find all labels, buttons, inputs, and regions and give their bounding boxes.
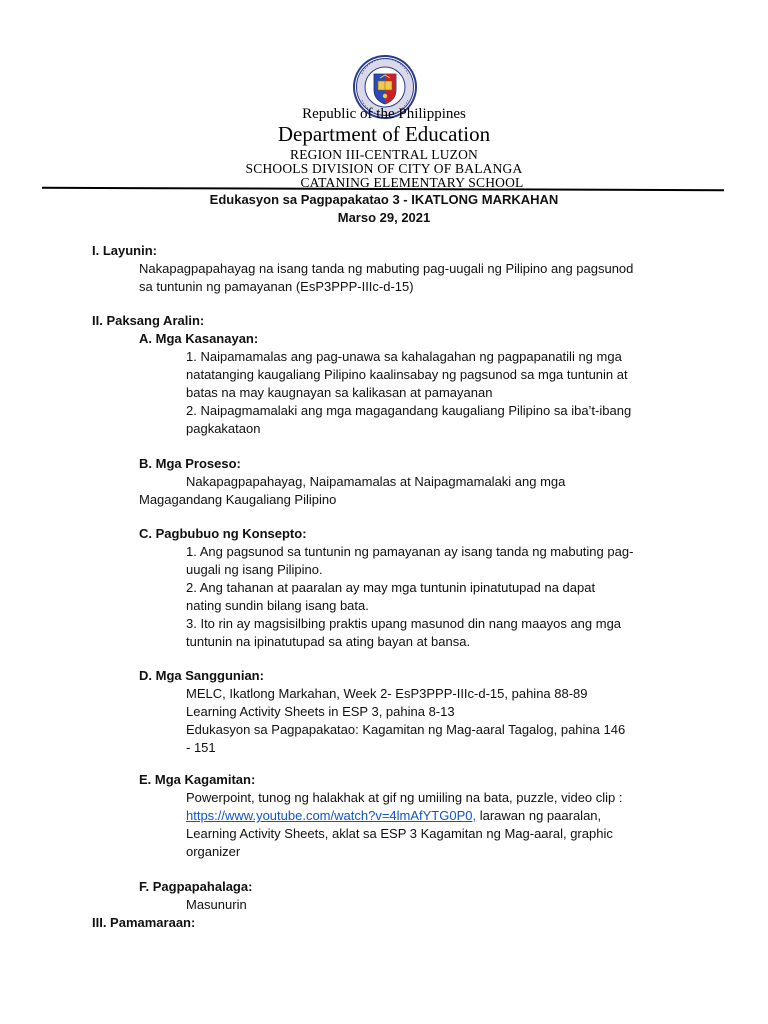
kasanayan-line: batas na may kaugnayan sa kalikasan at pamayanan: [186, 385, 493, 400]
document-title: Edukasyon sa Pagpapakatao 3 - IKATLONG MARKAHAN: [209, 192, 559, 207]
pagpapahalaga-value: Masunurin: [186, 897, 247, 912]
department-title: Department of Education: [277, 122, 491, 146]
document-date: Marso 29, 2021: [337, 210, 431, 225]
kagamitan-line: organizer: [186, 844, 241, 859]
konsepto-line: 2. Ang tahanan at paaralan ay may mga tuntunin ipinatutupad na dapat: [186, 580, 596, 595]
subheading-pagpapahalaga: F. Pagpapahalaga:: [139, 879, 253, 894]
proseso-line: Magagandang Kaugaliang Pilipino: [139, 492, 337, 507]
kagamitan-line: Powerpoint, tunog ng halakhak at gif ng umiiling na bata, puzzle, video clip :: [186, 790, 623, 805]
region-text: REGION III-CENTRAL LUZON: [289, 147, 478, 162]
kagamitan-line: Learning Activity Sheets, aklat sa ESP 3 Kagamitan ng Mag-aaral, graphic: [186, 826, 613, 841]
subheading-kasanayan: A. Mga Kasanayan:: [139, 331, 259, 346]
layunin-line: Nakapagpapahayag na isang tanda ng mabuting pag-uugali ng Pilipino ang pagsunod: [139, 261, 634, 276]
konsepto-line: 3. Ito rin ay magsisilbing praktis upang masunod din nang maayos ang mga: [186, 616, 622, 631]
sanggunian-line: Learning Activity Sheets in ESP 3, pahina 8-13: [186, 704, 455, 719]
layunin-line: sa tuntunin ng pamayanan (EsP3PPP-IIIc-d-15): [139, 279, 414, 294]
konsepto-line: nating sundin bilang isang bata.: [186, 598, 369, 613]
division-text: SCHOOLS DIVISION OF CITY OF BALANGA: [245, 161, 523, 176]
subheading-proseso: B. Mga Proseso:: [139, 456, 241, 471]
sanggunian-line: Edukasyon sa Pagpapakatao: Kagamitan ng Mag-aaral Tagalog, pahina 146: [186, 722, 626, 737]
kasanayan-line: natatanging kaugaliang Pilipino kaalinsabay ng pagsunod sa mga tuntunin at: [186, 367, 628, 382]
kagamitan-link-suffix: larawan ng paaralan,: [476, 808, 602, 823]
section-heading-paksang-aralin: II. Paksang Aralin:: [92, 313, 205, 328]
section-heading-layunin: I. Layunin:: [92, 243, 157, 258]
sanggunian-line: MELC, Ikatlong Markahan, Week 2- EsP3PPP-IIIc-d-15, pahina 88-89: [186, 686, 588, 701]
kasanayan-line: pagkakataon: [186, 421, 261, 436]
youtube-video-link[interactable]: https://www.youtube.com/watch?v=4lmAfYTG0P0,: [186, 808, 477, 823]
sanggunian-line: - 151: [186, 740, 216, 755]
kagamitan-line-with-link: [186, 807, 601, 825]
subheading-sanggunian: D. Mga Sanggunian:: [139, 668, 264, 683]
kasanayan-line: 1. Naipamamalas ang pag-unawa sa kahalagahan ng pagpapanatili ng mga: [186, 349, 622, 364]
school-name: CATANING ELEMENTARY SCHOOL: [300, 175, 524, 190]
subheading-kagamitan: E. Mga Kagamitan:: [139, 772, 256, 787]
konsepto-line: 1. Ang pagsunod sa tuntunin ng pamayanan ay isang tanda ng mabuting pag-: [186, 544, 634, 559]
konsepto-line: uugali ng isang Pilipino.: [186, 562, 323, 577]
proseso-line: Nakapagpapahayag, Naipamamalas at Naipagmamalaki ang mga: [186, 474, 566, 489]
republic-text: Republic of the Philippines: [302, 106, 466, 122]
subheading-konsepto: C. Pagbubuo ng Konsepto:: [139, 526, 307, 541]
konsepto-line: tuntunin na ipinatutupad sa ating bayan at bansa.: [186, 634, 471, 649]
kasanayan-line: 2. Naipagmamalaki ang mga magagandang kaugaliang Pilipino sa iba’t-ibang: [186, 403, 632, 418]
section-heading-pamamaraan: III. Pamamaraan:: [92, 915, 196, 930]
